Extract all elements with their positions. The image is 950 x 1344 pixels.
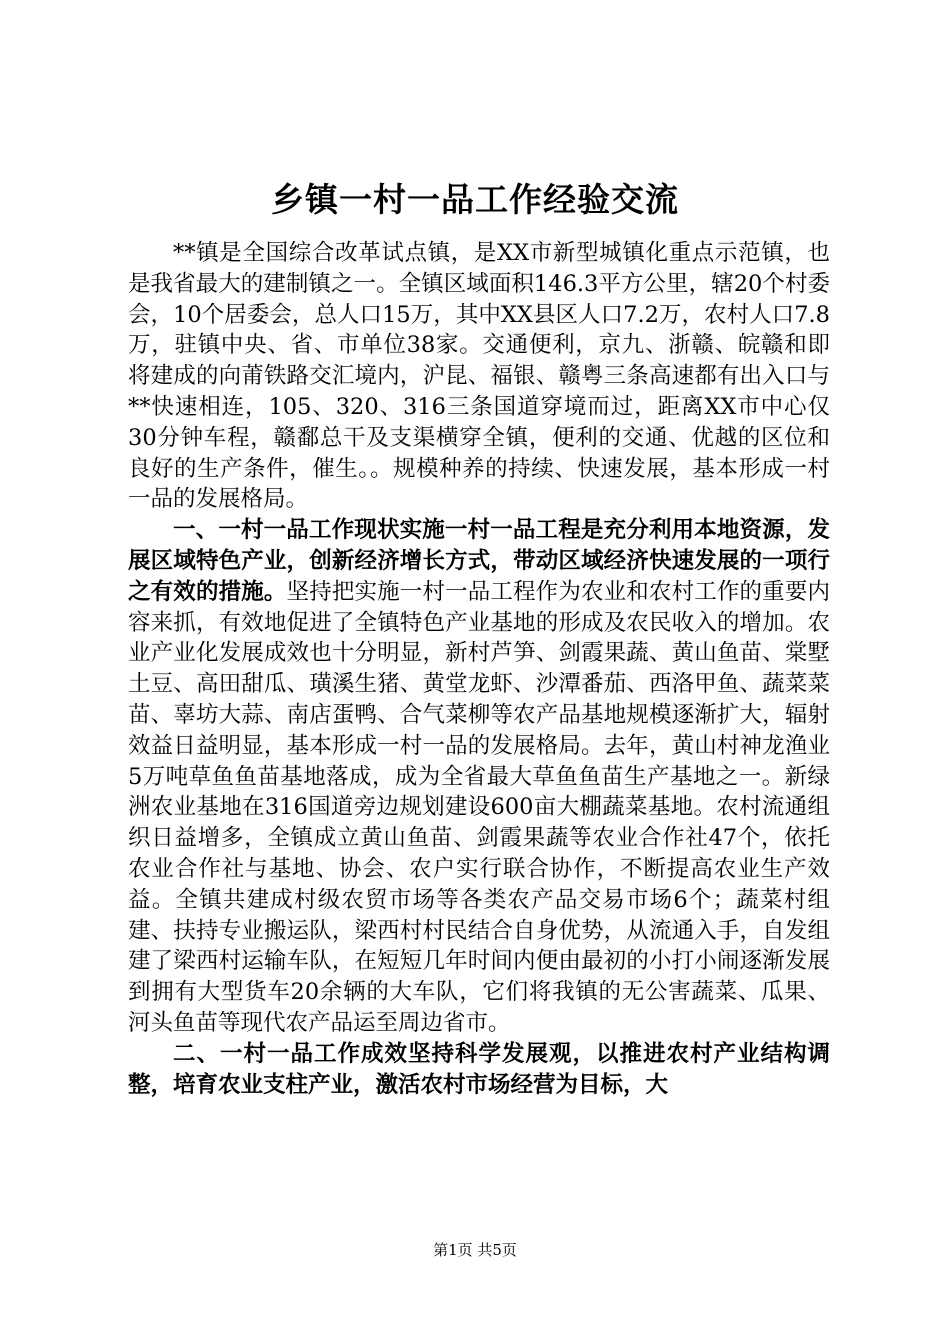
page-number-footer: 第1页 共5页 xyxy=(433,1241,517,1259)
document-body xyxy=(128,238,830,1100)
paragraph-section-1 xyxy=(128,515,830,1039)
document-title: 乡镇一村一品工作经验交流 xyxy=(271,180,679,219)
section-1-body: 坚持把实施一村一品工程作为农业和农村工作的重要内容来抓，有效地促进了全镇特色产业基地的形成及农民收入的增加。农业产业化发展成效也十分明显，新村芦笋、剑霞果蔬、黄山鱼苗、棠墅土豆、高田甜瓜、璜溪生猪、黄堂龙虾、沙潭番茄、西洛甲鱼、蔬菜菜苗、辜坊大蒜、南店蛋鸭、合气菜柳等农产品基地规模逐渐扩大，辐射效益日益明显，基本形成一村一品的发展格局。去年，黄山村神龙渔业5万吨草鱼鱼苗基地落成，成为全省最大草鱼鱼苗生产基地之一。新绿洲农业基地在316国道旁边规划建设600亩大棚蔬菜基地。农村流通组织日益增多，全镇成立黄山鱼苗、剑霞果蔬等农业合作社47个，依托农业合作社与基地、协会、农户实行联合协作，不断提高农业生产效益。全镇共建成村级农贸市场等各类农产品交易市场6个；蔬菜村组建、扶持专业搬运队，梁西村村民结合自身优势，从流通入手，自发组建了梁西村运输车队，在短短几年时间内便由最初的小打小闹逐渐发展到拥有大型货车20余辆的大车队，它们将我镇的无公害蔬菜、瓜果、河头鱼苗等现代农产品运至周边省市。 xyxy=(128,578,830,1036)
paragraph-intro: **镇是全国综合改革试点镇，是XX市新型城镇化重点示范镇，也是我省最大的建制镇之一。全镇区域面积146.3平方公里，辖20个村委会，10个居委会，总人口15万，其中XX县区人口7.2万，农村人口7.8万，驻镇中央、省、市单位38家。交通便利，京九、浙赣、皖赣和即将建成的向莆铁路交汇境内，沪昆、福银、赣粤三条高速都有出入口与**快速相连，105、320、316三条国道穿境而过，距离XX市中心仅30分钟车程，赣鄱总干及支渠横穿全镇，便利的交通、优越的区位和良好的生产条件，催生。。规模种养的持续、快速发展，基本形成一村一品的发展格局。 xyxy=(128,240,830,513)
section-2-heading: 二、一村一品工作成效坚持科学发展观，以推进农村产业结构调整，培育农业支柱产业，激活农村市场经营为目标，大 xyxy=(128,1040,830,1098)
paragraph-section-2 xyxy=(128,1039,830,1101)
section-1-heading: 一、一村一品工作现状实施一村一品工程是充分利用本地资源，发展区域特色产业，创新经济增长方式，带动区域经济快速发展的一项行之有效的措施。 xyxy=(128,517,830,605)
